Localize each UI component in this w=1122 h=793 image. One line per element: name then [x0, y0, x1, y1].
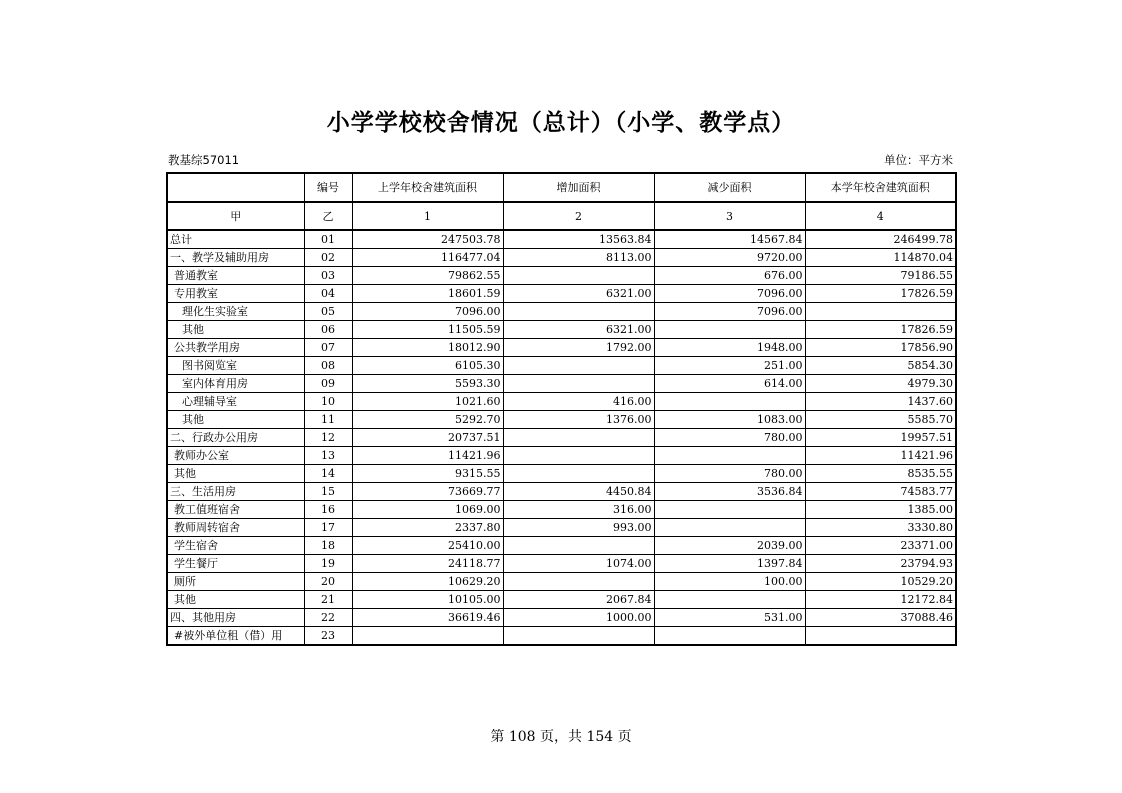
table-row	[167, 249, 956, 267]
table-row	[167, 429, 956, 447]
row-decrease-area-cell: 531.00	[654, 609, 805, 627]
row-decrease-area-cell: 1083.00	[654, 411, 805, 429]
table-row	[167, 573, 956, 591]
row-code-cell: 14	[304, 465, 352, 483]
subheader-name: 甲	[167, 202, 304, 230]
table-row	[167, 465, 956, 483]
row-prev-area-cell: 5292.70	[352, 411, 503, 429]
row-decrease-area-cell	[654, 591, 805, 609]
row-increase-area-cell	[503, 357, 654, 375]
row-decrease-area-cell: 14567.84	[654, 230, 805, 249]
row-increase-area-cell	[503, 375, 654, 393]
row-name-cell: 学生宿舍	[167, 537, 304, 555]
row-decrease-area-cell: 780.00	[654, 465, 805, 483]
table-row	[167, 555, 956, 573]
row-code-cell: 05	[304, 303, 352, 321]
row-decrease-area-cell: 676.00	[654, 267, 805, 285]
row-code-cell: 03	[304, 267, 352, 285]
row-code-cell: 02	[304, 249, 352, 267]
row-decrease-area-cell	[654, 447, 805, 465]
row-name-cell: 其他	[167, 321, 304, 339]
row-current-area-cell: 114870.04	[805, 249, 956, 267]
row-name-cell: 三、生活用房	[167, 483, 304, 501]
table-row	[167, 303, 956, 321]
row-name-cell: 其他	[167, 591, 304, 609]
row-current-area-cell	[805, 303, 956, 321]
row-increase-area-cell: 416.00	[503, 393, 654, 411]
row-code-cell: 16	[304, 501, 352, 519]
header-increase-area: 增加面积	[503, 173, 654, 202]
row-prev-area-cell: 10105.00	[352, 591, 503, 609]
row-name-cell: 学生餐厅	[167, 555, 304, 573]
row-increase-area-cell	[503, 303, 654, 321]
row-decrease-area-cell: 1948.00	[654, 339, 805, 357]
table-row	[167, 447, 956, 465]
row-name-cell: 理化生实验室	[167, 303, 304, 321]
table-row	[167, 375, 956, 393]
row-decrease-area-cell: 1397.84	[654, 555, 805, 573]
row-code-cell: 17	[304, 519, 352, 537]
row-code-cell: 15	[304, 483, 352, 501]
subheader-c1: 1	[352, 202, 503, 230]
table-row	[167, 519, 956, 537]
table-subheader-row	[167, 202, 956, 230]
row-code-cell: 04	[304, 285, 352, 303]
row-code-cell: 01	[304, 230, 352, 249]
row-code-cell: 07	[304, 339, 352, 357]
header-prev-area: 上学年校舍建筑面积	[352, 173, 503, 202]
row-increase-area-cell: 316.00	[503, 501, 654, 519]
subheader-c2: 2	[503, 202, 654, 230]
row-prev-area-cell: 11505.59	[352, 321, 503, 339]
table-row	[167, 627, 956, 646]
row-prev-area-cell: 24118.77	[352, 555, 503, 573]
row-name-cell: 其他	[167, 465, 304, 483]
row-current-area-cell: 37088.46	[805, 609, 956, 627]
row-name-cell: 专用教室	[167, 285, 304, 303]
row-decrease-area-cell: 780.00	[654, 429, 805, 447]
row-increase-area-cell	[503, 447, 654, 465]
table-row	[167, 357, 956, 375]
row-increase-area-cell: 1376.00	[503, 411, 654, 429]
row-increase-area-cell: 1792.00	[503, 339, 654, 357]
form-code: 教基综57011	[168, 153, 240, 167]
row-increase-area-cell	[503, 465, 654, 483]
table-row	[167, 321, 956, 339]
row-current-area-cell: 17826.59	[805, 285, 956, 303]
row-code-cell: 10	[304, 393, 352, 411]
row-current-area-cell: 11421.96	[805, 447, 956, 465]
table-row	[167, 285, 956, 303]
row-name-cell: 普通教室	[167, 267, 304, 285]
row-code-cell: 09	[304, 375, 352, 393]
row-prev-area-cell: 79862.55	[352, 267, 503, 285]
row-current-area-cell: 8535.55	[805, 465, 956, 483]
row-increase-area-cell: 4450.84	[503, 483, 654, 501]
row-code-cell: 06	[304, 321, 352, 339]
row-code-cell: 21	[304, 591, 352, 609]
header-decrease-area: 减少面积	[654, 173, 805, 202]
row-name-cell: 其他	[167, 411, 304, 429]
row-prev-area-cell: 73669.77	[352, 483, 503, 501]
table-body	[167, 230, 956, 645]
row-increase-area-cell: 13563.84	[503, 230, 654, 249]
row-prev-area-cell: 36619.46	[352, 609, 503, 627]
row-current-area-cell: 3330.80	[805, 519, 956, 537]
header-current-area: 本学年校舍建筑面积	[805, 173, 956, 202]
row-current-area-cell: 12172.84	[805, 591, 956, 609]
row-prev-area-cell: 2337.80	[352, 519, 503, 537]
subheader-code: 乙	[304, 202, 352, 230]
row-name-cell: 二、行政办公用房	[167, 429, 304, 447]
row-name-cell: 心理辅导室	[167, 393, 304, 411]
row-code-cell: 20	[304, 573, 352, 591]
table-row	[167, 483, 956, 501]
table-row	[167, 230, 956, 249]
table-row	[167, 339, 956, 357]
row-increase-area-cell: 993.00	[503, 519, 654, 537]
row-current-area-cell: 5854.30	[805, 357, 956, 375]
row-current-area-cell: 4979.30	[805, 375, 956, 393]
row-increase-area-cell: 2067.84	[503, 591, 654, 609]
row-decrease-area-cell	[654, 519, 805, 537]
row-code-cell: 18	[304, 537, 352, 555]
row-prev-area-cell: 11421.96	[352, 447, 503, 465]
row-prev-area-cell: 7096.00	[352, 303, 503, 321]
page-footer: 第 108 页，共 154 页	[490, 729, 632, 745]
row-name-cell: 教师办公室	[167, 447, 304, 465]
unit-label: 单位：平方米	[884, 153, 953, 167]
row-code-cell: 13	[304, 447, 352, 465]
row-increase-area-cell	[503, 627, 654, 646]
row-name-cell: 总计	[167, 230, 304, 249]
row-increase-area-cell	[503, 267, 654, 285]
row-prev-area-cell: 116477.04	[352, 249, 503, 267]
row-decrease-area-cell: 100.00	[654, 573, 805, 591]
row-name-cell: 室内体育用房	[167, 375, 304, 393]
row-increase-area-cell: 1074.00	[503, 555, 654, 573]
row-code-cell: 23	[304, 627, 352, 646]
row-decrease-area-cell: 251.00	[654, 357, 805, 375]
subheader-c3: 3	[654, 202, 805, 230]
row-prev-area-cell: 1021.60	[352, 393, 503, 411]
table-row	[167, 609, 956, 627]
row-current-area-cell: 1437.60	[805, 393, 956, 411]
row-decrease-area-cell: 2039.00	[654, 537, 805, 555]
row-increase-area-cell	[503, 537, 654, 555]
row-increase-area-cell	[503, 573, 654, 591]
row-prev-area-cell: 5593.30	[352, 375, 503, 393]
row-increase-area-cell: 8113.00	[503, 249, 654, 267]
row-decrease-area-cell: 614.00	[654, 375, 805, 393]
row-current-area-cell: 74583.77	[805, 483, 956, 501]
row-code-cell: 12	[304, 429, 352, 447]
row-prev-area-cell: 18601.59	[352, 285, 503, 303]
row-decrease-area-cell	[654, 627, 805, 646]
table-header-row	[167, 173, 956, 202]
table-row	[167, 591, 956, 609]
row-prev-area-cell: 18012.90	[352, 339, 503, 357]
table-row	[167, 393, 956, 411]
row-decrease-area-cell: 9720.00	[654, 249, 805, 267]
building-area-table	[166, 172, 957, 646]
row-prev-area-cell	[352, 627, 503, 646]
row-name-cell: #被外单位租（借）用	[167, 627, 304, 646]
row-code-cell: 22	[304, 609, 352, 627]
row-decrease-area-cell: 7096.00	[654, 285, 805, 303]
row-increase-area-cell: 6321.00	[503, 285, 654, 303]
row-current-area-cell: 17856.90	[805, 339, 956, 357]
row-current-area-cell: 19957.51	[805, 429, 956, 447]
row-current-area-cell: 246499.78	[805, 230, 956, 249]
row-code-cell: 19	[304, 555, 352, 573]
row-current-area-cell: 17826.59	[805, 321, 956, 339]
subheader-c4: 4	[805, 202, 956, 230]
row-increase-area-cell: 6321.00	[503, 321, 654, 339]
row-decrease-area-cell: 3536.84	[654, 483, 805, 501]
page-title: 小学学校校舍情况（总计）（小学、教学点）	[326, 110, 796, 136]
row-current-area-cell	[805, 627, 956, 646]
row-name-cell: 厕所	[167, 573, 304, 591]
table-row	[167, 501, 956, 519]
row-current-area-cell: 79186.55	[805, 267, 956, 285]
row-decrease-area-cell	[654, 501, 805, 519]
row-prev-area-cell: 1069.00	[352, 501, 503, 519]
row-decrease-area-cell	[654, 393, 805, 411]
row-prev-area-cell: 20737.51	[352, 429, 503, 447]
row-prev-area-cell: 6105.30	[352, 357, 503, 375]
table-row	[167, 411, 956, 429]
row-name-cell: 公共教学用房	[167, 339, 304, 357]
row-current-area-cell: 5585.70	[805, 411, 956, 429]
header-name	[167, 173, 304, 202]
row-name-cell: 图书阅览室	[167, 357, 304, 375]
row-current-area-cell: 23371.00	[805, 537, 956, 555]
row-prev-area-cell: 247503.78	[352, 230, 503, 249]
row-prev-area-cell: 25410.00	[352, 537, 503, 555]
row-code-cell: 08	[304, 357, 352, 375]
row-current-area-cell: 10529.20	[805, 573, 956, 591]
row-prev-area-cell: 10629.20	[352, 573, 503, 591]
row-prev-area-cell: 9315.55	[352, 465, 503, 483]
row-current-area-cell: 23794.93	[805, 555, 956, 573]
row-name-cell: 教工值班宿舍	[167, 501, 304, 519]
row-decrease-area-cell: 7096.00	[654, 303, 805, 321]
row-increase-area-cell	[503, 429, 654, 447]
row-name-cell: 教师周转宿舍	[167, 519, 304, 537]
row-decrease-area-cell	[654, 321, 805, 339]
row-increase-area-cell: 1000.00	[503, 609, 654, 627]
row-code-cell: 11	[304, 411, 352, 429]
row-name-cell: 一、教学及辅助用房	[167, 249, 304, 267]
table-row	[167, 267, 956, 285]
header-code: 编号	[304, 173, 352, 202]
row-current-area-cell: 1385.00	[805, 501, 956, 519]
row-name-cell: 四、其他用房	[167, 609, 304, 627]
table-row	[167, 537, 956, 555]
